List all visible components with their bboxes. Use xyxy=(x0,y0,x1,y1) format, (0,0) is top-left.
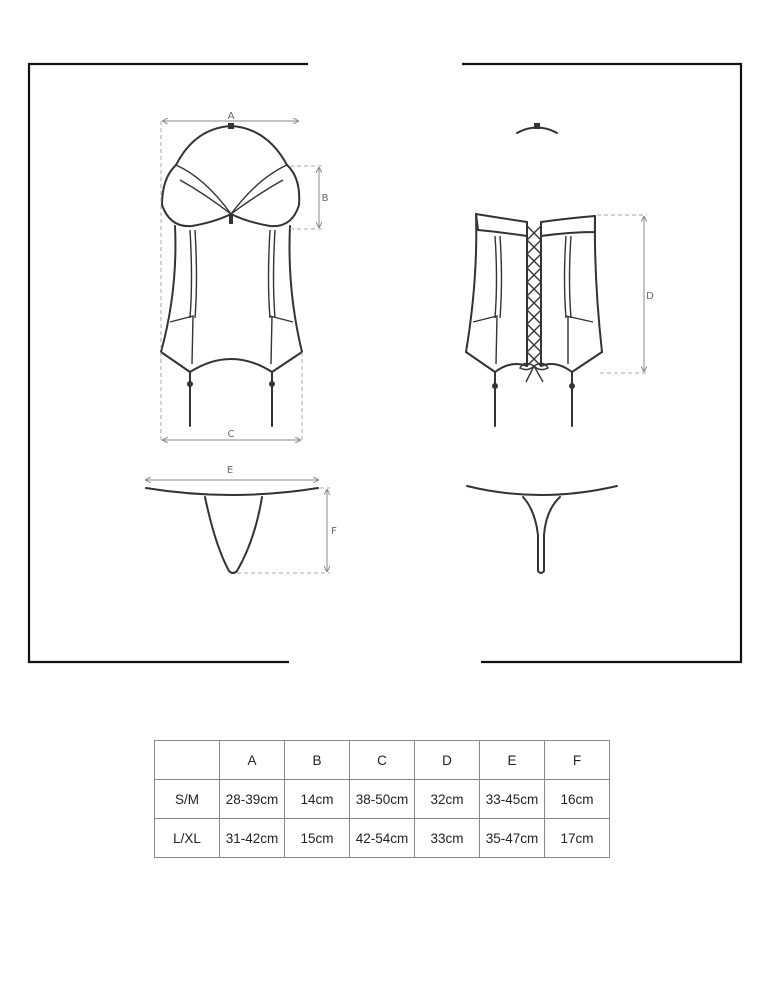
table-cell: 14cm xyxy=(285,780,350,819)
dimension-a xyxy=(161,111,298,440)
table-header-cell: E xyxy=(480,741,545,780)
table-cell: 33-45cm xyxy=(480,780,545,819)
table-header-cell: A xyxy=(220,741,285,780)
table-cell: 33cm xyxy=(415,819,480,858)
table-header-cell: C xyxy=(350,741,415,780)
dimension-b xyxy=(290,166,329,229)
thong-back-drawing xyxy=(467,486,617,573)
table-header-cell: F xyxy=(545,741,610,780)
label-a: A xyxy=(227,111,235,122)
table-header-row xyxy=(155,741,610,780)
table-cell: 17cm xyxy=(545,819,610,858)
label-b: B xyxy=(321,193,329,204)
table-header-cell: B xyxy=(285,741,350,780)
table-cell: 16cm xyxy=(545,780,610,819)
table-cell: 28-39cm xyxy=(220,780,285,819)
table-cell: 38-50cm xyxy=(350,780,415,819)
label-c: C xyxy=(227,429,235,440)
table-cell: 42-54cm xyxy=(350,819,415,858)
table-header-cell: D xyxy=(415,741,480,780)
size-label-cell: S/M xyxy=(155,780,220,819)
table-cell: 31-42cm xyxy=(220,819,285,858)
thong-front-drawing xyxy=(146,488,318,573)
table-row xyxy=(155,780,610,819)
label-f: F xyxy=(331,526,337,537)
dimension-e xyxy=(146,465,318,480)
bodysuit-back-drawing xyxy=(466,123,602,426)
size-label-cell: L/XL xyxy=(155,819,220,858)
label-d: D xyxy=(646,291,654,302)
table-cell: 32cm xyxy=(415,780,480,819)
table-cell: 35-47cm xyxy=(480,819,545,858)
size-chart-table xyxy=(154,740,610,858)
table-row xyxy=(155,819,610,858)
frame-border xyxy=(29,64,741,662)
dimension-d xyxy=(597,215,654,373)
dimension-f xyxy=(237,488,337,573)
table-header-cell xyxy=(155,741,220,780)
table-cell: 15cm xyxy=(285,819,350,858)
label-e: E xyxy=(226,465,234,476)
bodysuit-front-drawing xyxy=(161,123,302,426)
